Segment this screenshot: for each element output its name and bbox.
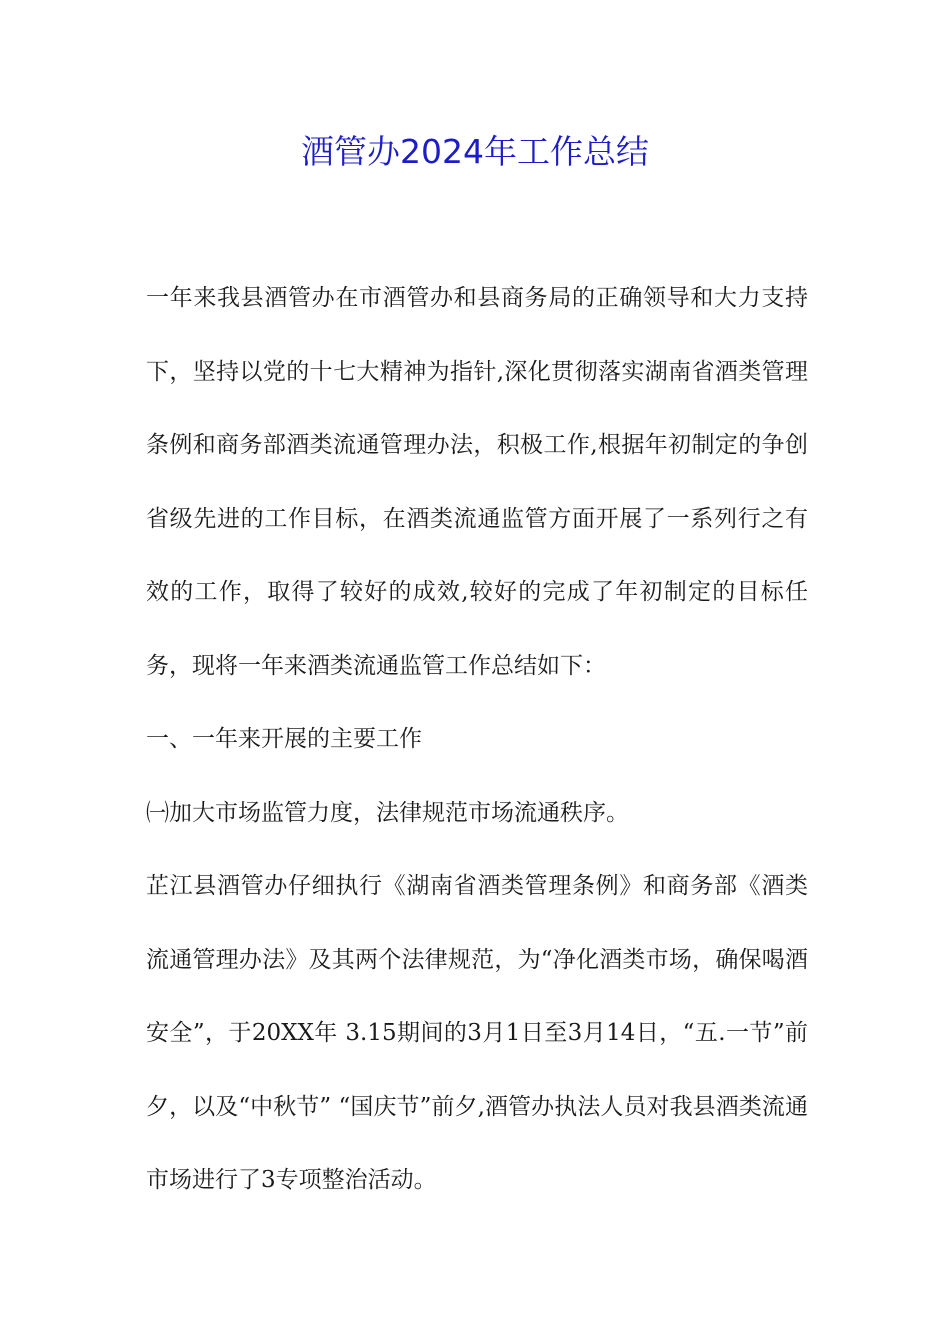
paragraph-enforcement: 芷江县酒管办仔细执行《湖南省酒类管理条例》和商务部《酒类流通管理办法》及其两个法律规范，为“净化酒类市场，确保喝酒安全”，于20XX年 3.15期间的3月1日至3月14日，“五.一节”前夕，以及“中秋节” “国庆节”前夕,酒管办执法人员对我县酒类流通市场进行了3专项整治活动。 — [146, 873, 808, 1193]
section-heading-main-work: 一、一年来开展的主要工作 — [146, 726, 422, 752]
paragraph-intro: 一年来我县酒管办在市酒管办和县商务局的正确领导和大力支持下，坚持以党的十七大精神为指针,深化贯彻落实湖南省酒类管理条例和商务部酒类流通管理办法，积极工作,根据年初制定的争创省级先进的工作目标，在酒类流通监管方面开展了一系列行之有效的工作，取得了较好的成效,较好的完成了年初制定的目标任务，现将一年来酒类流通监管工作总结如下： — [146, 285, 808, 679]
subsection-heading-market-supervision: ㈠加大市场监管力度，法律规范市场流通秩序。 — [146, 799, 629, 826]
document-body — [146, 262, 808, 1218]
document-title: 酒管办2024年工作总结 — [301, 132, 649, 171]
